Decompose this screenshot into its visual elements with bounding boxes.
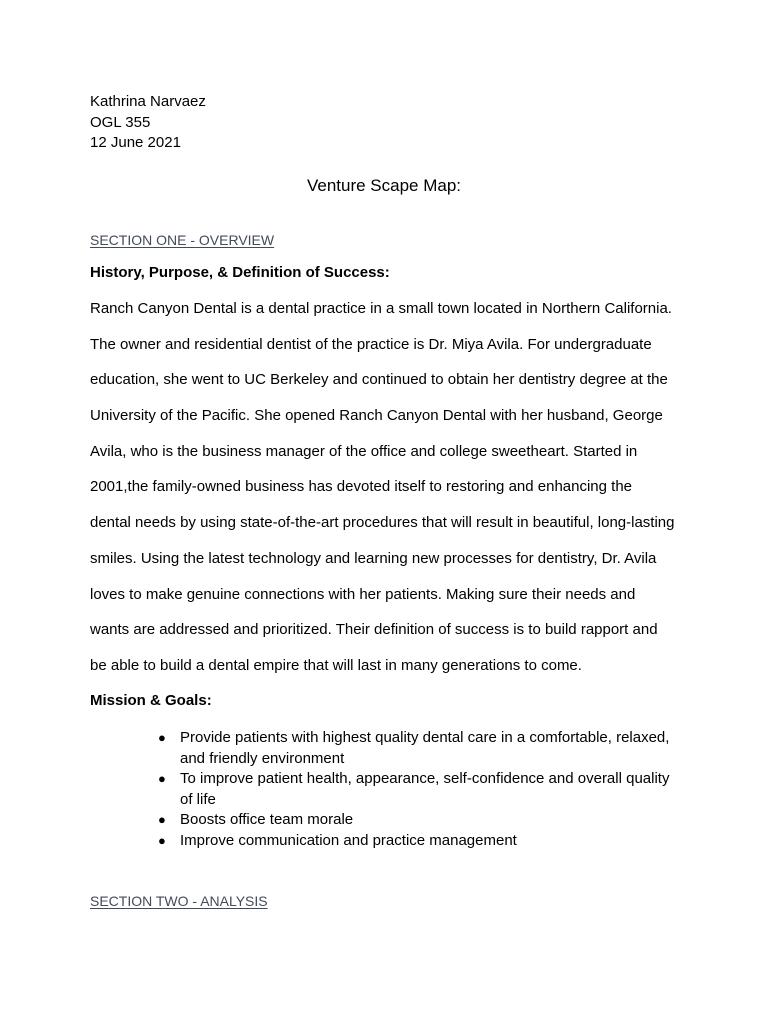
paragraph-line: 2001,the family-owned business has devoted itself to restoring and enhancing the — [90, 478, 633, 496]
list-item — [158, 810, 688, 831]
bullet-icon: ● — [158, 771, 166, 786]
paragraph-line: Ranch Canyon Dental is a dental practice in a small town located in Northern California. — [90, 300, 672, 317]
paragraph-line: loves to make genuine connections with her patients. Making sure their needs and — [90, 585, 636, 603]
document-date: 12 June 2021 — [90, 134, 181, 151]
section-two-heading: SECTION TWO - ANALYSIS — [90, 893, 268, 909]
bullet-icon: ● — [158, 812, 166, 827]
history-heading: History, Purpose, & Definition of Success: — [90, 264, 390, 281]
goal-text: To improve patient health, appearance, self-confidence and overall quality — [180, 770, 670, 787]
document-header — [90, 92, 206, 154]
goal-text: Provide patients with highest quality dental care in a comfortable, relaxed, — [180, 729, 670, 746]
document-title: Venture Scape Map: — [306, 176, 462, 195]
section-one-heading: SECTION ONE - OVERVIEW — [90, 232, 275, 248]
goal-text: and friendly environment — [180, 749, 345, 767]
overview-paragraph — [90, 298, 690, 691]
list-item — [158, 831, 688, 852]
bullet-icon: ● — [158, 832, 166, 848]
list-item — [158, 728, 688, 769]
goal-text: of life — [180, 790, 216, 808]
goal-text: Improve communication and practice management — [180, 831, 517, 849]
paragraph-line: be able to build a dental empire that will last in many generations to come. — [90, 656, 582, 674]
paragraph-line: The owner and residential dentist of the practice is Dr. Miya Avila. For undergraduate — [90, 335, 652, 353]
paragraph-line: University of the Pacific. She opened Ranch Canyon Dental with her husband, George — [90, 407, 663, 425]
paragraph-line: Avila, who is the business manager of the office and college sweetheart. Started in — [90, 442, 638, 460]
course-code: OGL 355 — [90, 113, 151, 131]
author-name: Kathrina Narvaez — [90, 93, 206, 110]
list-item — [158, 769, 688, 810]
mission-heading: Mission & Goals: — [90, 692, 212, 709]
paragraph-line: dental needs by using state-of-the-art procedures that will result in beautiful, long-lasting — [90, 514, 675, 532]
goals-list — [158, 728, 688, 851]
paragraph-line: education, she went to UC Berkeley and continued to obtain her dentistry degree at the — [90, 371, 668, 389]
bullet-icon: ● — [158, 730, 166, 745]
goal-text: Boosts office team morale — [180, 811, 354, 828]
paragraph-line: wants are addressed and prioritized. Their definition of success is to build rapport and — [90, 621, 658, 639]
paragraph-line: smiles. Using the latest technology and learning new processes for dentistry, Dr. Avila — [90, 549, 657, 567]
